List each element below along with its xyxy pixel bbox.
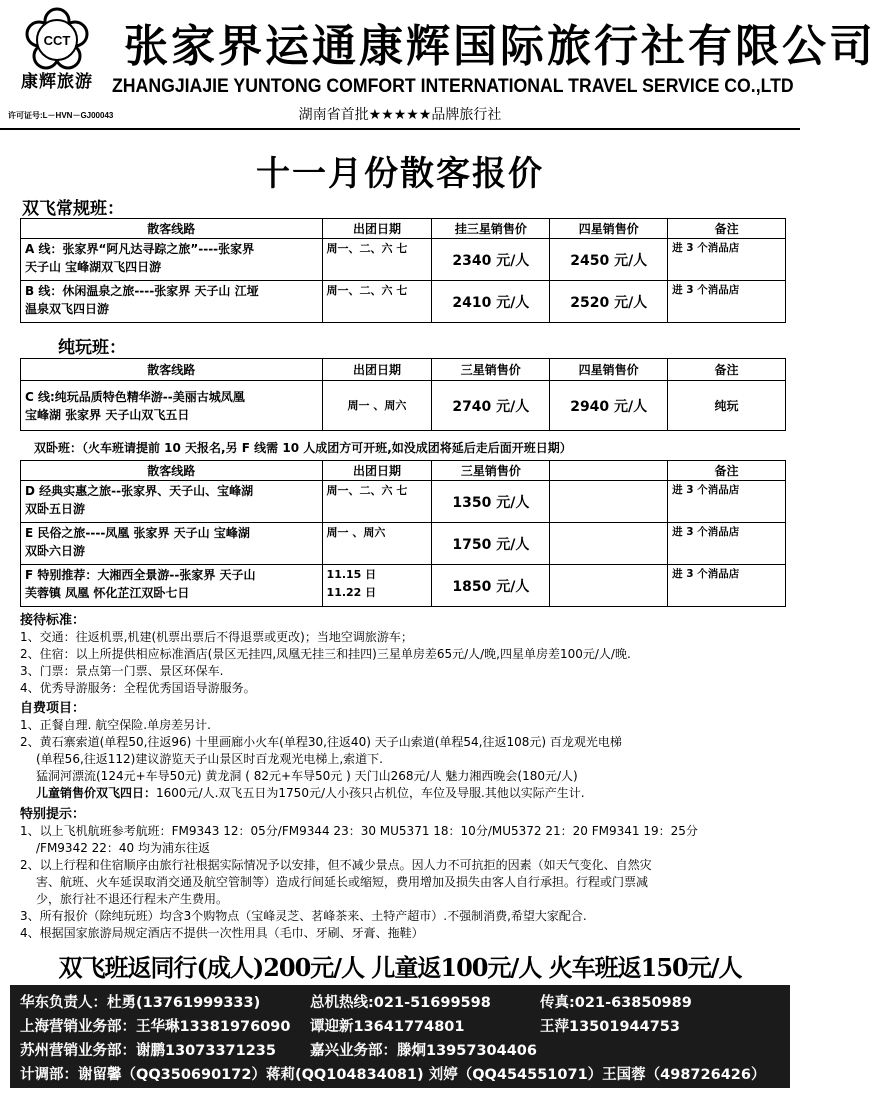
selfpay-item: 1、正餐自理. 航空保险.单房差另计.: [20, 718, 211, 732]
section-heading-sleeper: 双卧班：（火车班请提前 10 天报名,另 F 线需 10 人成团方可开班,如没成团将延后走后面开班日期）: [34, 441, 572, 455]
departure-dates: 周一、二、六 七: [322, 239, 432, 281]
standards-item: 4、优秀导游服务：全程优秀国语导游服务。: [20, 681, 256, 695]
empty-cell: [550, 523, 668, 565]
play-price-table: [20, 358, 786, 431]
section-heading-fly: 双飞常规班：: [22, 199, 124, 219]
departure-dates: 周一、二、六 七: [322, 481, 432, 523]
child-price-text: 1600元/人.双飞五日为1750元/人小孩只占机位，车位及导服.其他以实际产生计.: [156, 786, 585, 800]
col-route: 散客线路: [21, 359, 323, 381]
price-3star: 2410 元/人: [432, 281, 550, 323]
license-number: 许可证号:L－HVN－GJ00043: [8, 111, 114, 120]
contact-fax: 传真:021-63850989: [540, 995, 692, 1011]
child-price-label: 儿童销售价双飞四日：: [36, 786, 157, 800]
note: 进 3 个消品店: [668, 239, 786, 281]
departure-dates: 周一、二、六 七: [322, 281, 432, 323]
selfpay-item: 2、黄石寨索道(单程50,往返96) 十里画廊小火车(单程30,往返40) 天子山索道(单程54,往返108元) 百龙观光电梯: [20, 735, 622, 749]
col-price4: 四星销售价: [550, 219, 668, 239]
table-row: [21, 565, 786, 607]
route-line: D 经典实惠之旅--张家界、天子山、宝峰湖: [25, 484, 254, 498]
selfpay-heading: 自费项目：: [20, 701, 86, 716]
company-name-cn: 张家界运通康辉国际旅行社有限公司: [124, 21, 876, 72]
col-dates: 出团日期: [322, 461, 432, 481]
contacts-panel: [10, 985, 790, 1088]
col-note: 备注: [668, 359, 786, 381]
letterhead: [0, 0, 876, 130]
company-logo: [12, 8, 102, 116]
table-header-row: [21, 219, 786, 239]
contact-row: [20, 1061, 780, 1085]
route-line: E 民俗之旅----凤凰 张家界 天子山 宝峰湖: [25, 526, 250, 540]
contact-wang: 王萍13501944753: [540, 1019, 680, 1035]
contact-tan: 谭迎新13641774801: [310, 1019, 465, 1035]
departure-dates: 周一 、周六: [322, 381, 432, 431]
route-line: 双卧五日游: [25, 502, 86, 516]
col-dates: 出团日期: [322, 219, 432, 239]
table-row: [21, 239, 786, 281]
table-header-row: [21, 359, 786, 381]
empty-cell: [550, 565, 668, 607]
departure-dates: 周一 、周六: [322, 523, 432, 565]
standards-item: 3、门票：景点第一门票、景区环保车.: [20, 664, 224, 678]
tagline: 湖南省首批★★★★★品牌旅行社: [298, 107, 502, 123]
tips-item: 2、以上行程和住宿顺序由旅行社根据实际情况予以安排，但不减少景点。因人力不可抗拒的因素（如天气变化、自然灾: [20, 858, 652, 872]
tips-item-cont: /FM9342 22：40 均为浦东往返: [36, 841, 211, 855]
tips-item-cont: 少，旅行社不退还行程未产生费用。: [36, 892, 229, 906]
price-3star: 1850 元/人: [432, 565, 550, 607]
price-3star: 1750 元/人: [432, 523, 550, 565]
col-price4: 四星销售价: [550, 359, 668, 381]
price-4star: 2450 元/人: [550, 239, 668, 281]
standards-item: 1、交通：往返机票,机建(机票出票后不得退票或更改)；当地空调旅游车；: [20, 630, 413, 644]
price-3star: 2740 元/人: [432, 381, 550, 431]
note: 进 3 个消品店: [668, 523, 786, 565]
col-dates: 出团日期: [322, 359, 432, 381]
note: 纯玩: [668, 381, 786, 431]
table-row: [21, 523, 786, 565]
rebate-banner: 双飞班返同行(成人)200元/人 儿童返100元/人 火车班返150元/人: [58, 953, 742, 982]
tips-item: 3、所有报价（除纯玩班）均含3个购物点（宝峰灵芝、茗峰茶来、土特产超市）.不强制消费,希望大家配合.: [20, 909, 587, 923]
col-note: 备注: [668, 461, 786, 481]
logo-mark: CCT: [43, 33, 71, 48]
table-row: [21, 381, 786, 431]
empty-cell: [550, 481, 668, 523]
contact-hotline: 总机热线:021-51699598: [310, 995, 491, 1011]
note: 进 3 个消品店: [668, 565, 786, 607]
tips-item-cont: 害、航班、火车延误取消交通及航空管制等）造成行间延长或缩短，费用增加及损失由客人自行承担。行程或门票减: [36, 875, 649, 889]
route-line: 温泉双飞四日游: [25, 302, 110, 316]
section-heading-play: 纯玩班：: [58, 338, 126, 358]
note: 进 3 个消品店: [668, 481, 786, 523]
page-title: 十一月份散客报价: [256, 154, 544, 194]
contact-jiaxing-sales: 嘉兴业务部：滕炯13957304406: [310, 1043, 537, 1059]
route-line: A 线：张家界“阿凡达寻踪之旅”----张家界: [25, 242, 255, 256]
route-line: C 线:纯玩品质特色精华游--美丽古城凤凰: [25, 389, 245, 404]
fly-price-table: [20, 218, 786, 323]
departure-date: 11.15 日: [326, 568, 377, 581]
tips-item: 4、根据国家旅游局规定酒店不提供一次性用具（毛巾、牙刷、牙膏、拖鞋）: [20, 926, 424, 940]
price-4star: 2940 元/人: [550, 381, 668, 431]
price-4star: 2520 元/人: [550, 281, 668, 323]
reception-standards: [20, 612, 790, 697]
contact-row: [20, 989, 780, 1013]
tips-item: 1、以上飞机航班参考航班：FM9343 12：05分/FM9344 23：30 MU5371 18：10分/MU5372 21：20 FM9341 19：25分: [20, 824, 698, 838]
selfpay-item-cont: (单程56,往返112)建议游览天子山景区时百龙观光电梯上,索道下.: [36, 752, 383, 766]
col-route: 散客线路: [21, 461, 323, 481]
contact-shanghai-sales: 上海营销业务部：王华琳13381976090: [20, 1019, 291, 1035]
route-line: B 线：休闲温泉之旅----张家界 天子山 江垭: [25, 284, 259, 298]
contact-east-manager: 华东负责人：杜勇(13761999333): [20, 995, 261, 1011]
contact-suzhou-sales: 苏州营销业务部：谢鹏13073371235: [20, 1043, 276, 1059]
route-line: 芙蓉镇 凤凰 怀化芷江双卧七日: [25, 586, 190, 600]
departure-date: 11.22 日: [326, 586, 377, 599]
selfpay-item-cont: 猛洞河漂流(124元+车导50元) 黄龙洞 ( 82元+车导50元 ) 天门山268元/人 魅力湘西晚会(180元/人): [36, 769, 578, 783]
company-name-en: ZHANGJIAJIE YUNTONG COMFORT INTERNATIONAL TRAVEL SERVICE CO.,LTD: [112, 76, 794, 97]
col-price3: 三星销售价: [432, 359, 550, 381]
standards-item: 2、住宿：以上所提供相应标准酒店(景区无挂四,凤凰无挂三和挂四)三星单房差65元/人/晚,四星单房差100元/人/晚.: [20, 647, 631, 661]
table-row: [21, 281, 786, 323]
col-price3: 三星销售价: [432, 461, 550, 481]
col-route: 散客线路: [21, 219, 323, 239]
flower-logo-icon: [25, 8, 89, 72]
col-note: 备注: [668, 219, 786, 239]
table-header-row: [21, 461, 786, 481]
self-pay-items: [20, 700, 790, 802]
note: 进 3 个消品店: [668, 281, 786, 323]
standards-heading: 接待标准：: [20, 613, 86, 628]
special-tips: [20, 806, 790, 942]
price-3star: 1350 元/人: [432, 481, 550, 523]
route-line: 天子山 宝峰湖双飞四日游: [25, 260, 162, 274]
header-divider: [0, 128, 800, 130]
contact-row: [20, 1013, 780, 1037]
col-price3: 挂三星销售价: [432, 219, 550, 239]
contact-row: [20, 1037, 780, 1061]
price-3star: 2340 元/人: [432, 239, 550, 281]
tips-heading: 特别提示：: [20, 807, 86, 822]
route-line: 宝峰湖 张家界 天子山双飞五日: [25, 407, 190, 422]
sleeper-price-table: [20, 460, 786, 607]
contact-planning-dept: 计调部：谢留馨（QQ350690172）蒋莉(QQ104834081) 刘婷（QQ454551071）王国蓉（498726426）: [20, 1067, 766, 1083]
col-empty: [550, 461, 668, 481]
logo-text: 康辉旅游: [21, 72, 93, 92]
route-line: 双卧六日游: [25, 544, 86, 558]
table-row: [21, 481, 786, 523]
route-line: F 特别推荐：大湘西全景游--张家界 天子山: [25, 568, 256, 582]
